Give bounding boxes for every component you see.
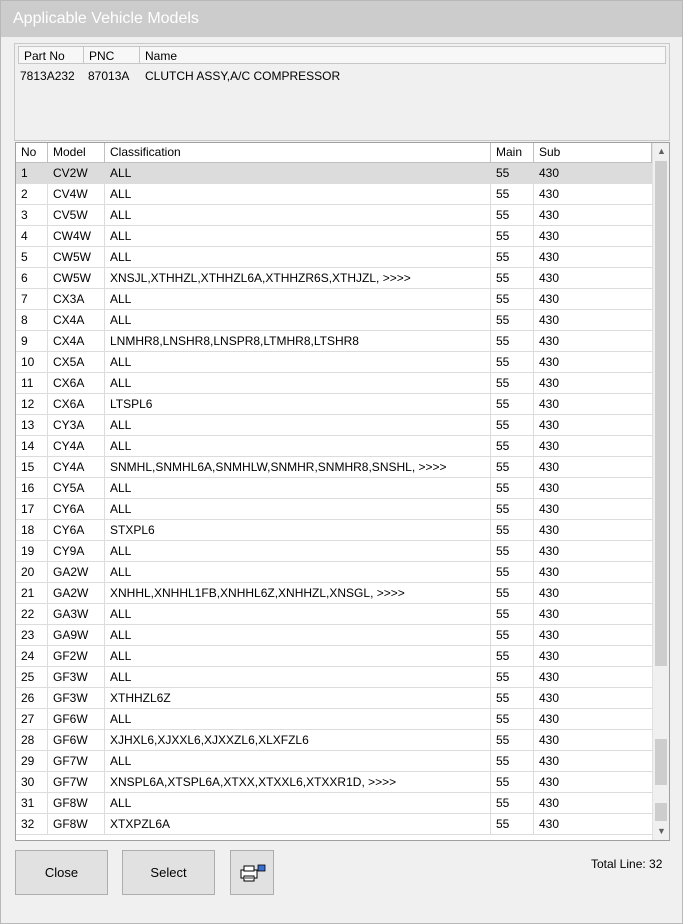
main-cell: 55 <box>491 373 534 393</box>
print-button[interactable] <box>230 850 274 895</box>
sub-cell: 430 <box>539 565 560 579</box>
title-bar[interactable] <box>1 1 682 37</box>
classification-cell: ALL <box>105 289 491 309</box>
classification-cell: ALL <box>105 247 491 267</box>
no-cell: 24 <box>16 646 48 666</box>
sub-cell: 430 <box>539 691 560 705</box>
model-cell: CX3A <box>48 289 105 309</box>
sub-cell: 430 <box>539 712 560 726</box>
main-cell: 55 <box>491 667 534 687</box>
main-cell: 55 <box>491 730 534 750</box>
model-cell: CX5A <box>48 352 105 372</box>
model-cell: CX6A <box>48 373 105 393</box>
main-cell: 55 <box>491 499 534 519</box>
model-cell: CY6A <box>48 520 105 540</box>
classification-cell: XNSPL6A,XTSPL6A,XTXX,XTXXL6,XTXXR1D, >>>> <box>105 772 491 792</box>
no-cell: 19 <box>16 541 48 561</box>
table-row[interactable] <box>16 646 652 667</box>
model-cell: GF6W <box>48 730 105 750</box>
no-cell: 17 <box>16 499 48 519</box>
table-row[interactable] <box>16 394 652 415</box>
no-cell: 30 <box>16 772 48 792</box>
no-cell: 23 <box>16 625 48 645</box>
main-cell: 55 <box>491 436 534 456</box>
main-cell: 55 <box>491 331 534 351</box>
classification-cell: ALL <box>105 562 491 582</box>
classification-cell: ALL <box>105 793 491 813</box>
model-cell: GF7W <box>48 751 105 771</box>
main-cell: 55 <box>491 457 534 477</box>
no-cell: 7 <box>16 289 48 309</box>
classification-cell: ALL <box>105 226 491 246</box>
model-cell: CW5W <box>48 268 105 288</box>
model-cell: CY4A <box>48 457 105 477</box>
no-cell: 11 <box>16 373 48 393</box>
scroll-down-icon[interactable]: ▼ <box>657 826 666 836</box>
no-cell: 31 <box>16 793 48 813</box>
vehicle-models-table <box>15 142 670 841</box>
model-cell: CV5W <box>48 205 105 225</box>
main-cell: 55 <box>491 583 534 603</box>
classification-cell: ALL <box>105 646 491 666</box>
no-cell: 12 <box>16 394 48 414</box>
sub-cell: 430 <box>539 187 560 201</box>
model-cell: CX4A <box>48 331 105 351</box>
main-cell: 55 <box>491 352 534 372</box>
table-row[interactable] <box>16 583 652 604</box>
name-value: CLUTCH ASSY,A/C COMPRESSOR <box>145 69 341 83</box>
table-row[interactable] <box>16 247 652 268</box>
classification-cell: ALL <box>105 625 491 645</box>
no-cell: 10 <box>16 352 48 372</box>
no-cell: 3 <box>16 205 48 225</box>
main-cell: 55 <box>491 604 534 624</box>
table-row[interactable] <box>16 331 652 352</box>
no-cell: 4 <box>16 226 48 246</box>
classification-cell: ALL <box>105 415 491 435</box>
classification-cell: XJHXL6,XJXXL6,XJXXZL6,XLXFZL6 <box>105 730 491 750</box>
main-column-header[interactable]: Main <box>491 143 534 162</box>
main-cell: 55 <box>491 520 534 540</box>
main-cell: 55 <box>491 688 534 708</box>
total-line-label: Total Line: 32 <box>591 857 663 871</box>
sub-cell: 430 <box>539 796 560 810</box>
sub-cell: 430 <box>539 313 560 327</box>
model-cell: GF6W <box>48 709 105 729</box>
table-row[interactable] <box>16 205 652 226</box>
part-no-header: Part No <box>24 49 65 63</box>
no-cell: 29 <box>16 751 48 771</box>
model-cell: GF7W <box>48 772 105 792</box>
no-cell: 32 <box>16 814 48 834</box>
main-cell: 55 <box>491 478 534 498</box>
main-cell: 55 <box>491 289 534 309</box>
no-cell: 21 <box>16 583 48 603</box>
sub-cell: 430 <box>539 397 560 411</box>
table-row[interactable] <box>16 163 652 184</box>
no-cell: 27 <box>16 709 48 729</box>
classification-cell: LNMHR8,LNSHR8,LNSPR8,LTMHR8,LTSHR8 <box>105 331 491 351</box>
main-cell: 55 <box>491 772 534 792</box>
classification-cell: XNHHL,XNHHL1FB,XNHHL6Z,XNHHZL,XNSGL, >>>> <box>105 583 491 603</box>
main-cell: 55 <box>491 793 534 813</box>
table-header <box>16 143 652 163</box>
model-column-header[interactable]: Model <box>48 143 105 162</box>
classification-column-header[interactable]: Classification <box>105 143 491 162</box>
classification-cell: ALL <box>105 709 491 729</box>
sub-cell: 430 <box>539 733 560 747</box>
classification-cell: ALL <box>105 373 491 393</box>
sub-cell: 430 <box>539 481 560 495</box>
model-cell: CY6A <box>48 499 105 519</box>
classification-cell: ALL <box>105 352 491 372</box>
sub-cell: 430 <box>539 208 560 222</box>
classification-cell: ALL <box>105 751 491 771</box>
table-row[interactable] <box>16 457 652 478</box>
no-cell: 15 <box>16 457 48 477</box>
table-row[interactable] <box>16 226 652 247</box>
sub-cell: 430 <box>539 649 560 663</box>
model-cell: CW5W <box>48 247 105 267</box>
table-row[interactable] <box>16 184 652 205</box>
model-cell: GA9W <box>48 625 105 645</box>
part-no-value: 7813A232 <box>20 69 75 83</box>
model-cell: CX4A <box>48 310 105 330</box>
model-cell: GF8W <box>48 793 105 813</box>
no-cell: 16 <box>16 478 48 498</box>
model-cell: GF3W <box>48 688 105 708</box>
table-row[interactable] <box>16 625 652 646</box>
table-row[interactable] <box>16 310 652 331</box>
sub-cell: 430 <box>539 817 560 831</box>
sub-cell: 430 <box>539 502 560 516</box>
sub-cell: 430 <box>539 292 560 306</box>
classification-cell: ALL <box>105 499 491 519</box>
no-cell: 20 <box>16 562 48 582</box>
no-cell: 5 <box>16 247 48 267</box>
table-row[interactable] <box>16 499 652 520</box>
sub-cell: 430 <box>539 670 560 684</box>
main-cell: 55 <box>491 709 534 729</box>
main-cell: 55 <box>491 646 534 666</box>
scrollbar-track-segment[interactable] <box>655 739 667 785</box>
no-cell: 18 <box>16 520 48 540</box>
model-cell: CX6A <box>48 394 105 414</box>
sub-cell: 430 <box>539 439 560 453</box>
model-cell: CY3A <box>48 415 105 435</box>
table-row[interactable] <box>16 730 652 751</box>
sub-cell: 430 <box>539 544 560 558</box>
model-cell: CY4A <box>48 436 105 456</box>
table-row[interactable] <box>16 289 652 310</box>
main-cell: 55 <box>491 562 534 582</box>
vertical-scrollbar[interactable] <box>652 143 670 840</box>
sub-column-header[interactable]: Sub <box>534 143 652 162</box>
sub-cell: 430 <box>539 229 560 243</box>
no-cell: 8 <box>16 310 48 330</box>
sub-cell: 430 <box>539 607 560 621</box>
table-row[interactable] <box>16 709 652 730</box>
table-row[interactable] <box>16 436 652 457</box>
classification-cell: SNMHL,SNMHL6A,SNMHLW,SNMHR,SNMHR8,SNSHL, >>>> <box>105 457 491 477</box>
classification-cell: XNSJL,XTHHZL,XTHHZL6A,XTHHZR6S,XTHJZL, >>>> <box>105 268 491 288</box>
main-cell: 55 <box>491 226 534 246</box>
name-header: Name <box>145 49 178 63</box>
sub-cell: 430 <box>539 376 560 390</box>
window-title: Applicable Vehicle Models <box>13 10 199 27</box>
main-cell: 55 <box>491 268 534 288</box>
classification-cell: ALL <box>105 205 491 225</box>
main-cell: 55 <box>491 814 534 834</box>
no-cell: 28 <box>16 730 48 750</box>
table-row[interactable] <box>16 478 652 499</box>
classification-cell: ALL <box>105 163 491 183</box>
no-cell: 22 <box>16 604 48 624</box>
model-cell: CV4W <box>48 184 105 204</box>
sub-cell: 430 <box>539 775 560 789</box>
sub-cell: 430 <box>539 166 560 180</box>
table-row[interactable] <box>16 814 652 835</box>
sub-cell: 430 <box>539 334 560 348</box>
no-cell: 9 <box>16 331 48 351</box>
no-cell: 2 <box>16 184 48 204</box>
close-button[interactable]: Close <box>15 850 108 895</box>
model-cell: GF2W <box>48 646 105 666</box>
scrollbar-track-segment[interactable] <box>655 803 667 821</box>
no-cell: 6 <box>16 268 48 288</box>
classification-cell: LTSPL6 <box>105 394 491 414</box>
main-cell: 55 <box>491 541 534 561</box>
model-cell: GA2W <box>48 562 105 582</box>
model-cell: CY5A <box>48 478 105 498</box>
model-cell: CV2W <box>48 163 105 183</box>
classification-cell: ALL <box>105 310 491 330</box>
sub-cell: 430 <box>539 523 560 537</box>
main-cell: 55 <box>491 205 534 225</box>
table-row[interactable] <box>16 268 652 289</box>
table-row[interactable] <box>16 541 652 562</box>
sub-cell: 430 <box>539 355 560 369</box>
sub-cell: 430 <box>539 418 560 432</box>
table-row[interactable] <box>16 373 652 394</box>
table-row[interactable] <box>16 520 652 541</box>
scroll-up-icon[interactable]: ▲ <box>657 146 666 156</box>
model-cell: GF3W <box>48 667 105 687</box>
main-cell: 55 <box>491 415 534 435</box>
model-cell: GF8W <box>48 814 105 834</box>
no-cell: 13 <box>16 415 48 435</box>
classification-cell: STXPL6 <box>105 520 491 540</box>
select-button[interactable]: Select <box>122 850 215 895</box>
no-cell: 25 <box>16 667 48 687</box>
pnc-header: PNC <box>89 49 115 63</box>
printer-icon <box>237 863 267 883</box>
table-row[interactable] <box>16 562 652 583</box>
main-cell: 55 <box>491 247 534 267</box>
model-cell: CW4W <box>48 226 105 246</box>
table-row[interactable] <box>16 667 652 688</box>
table-row[interactable] <box>16 604 652 625</box>
classification-cell: ALL <box>105 667 491 687</box>
no-cell: 26 <box>16 688 48 708</box>
scrollbar-thumb[interactable] <box>655 161 667 666</box>
no-column-header[interactable]: No <box>16 143 48 162</box>
sub-cell: 430 <box>539 250 560 264</box>
model-cell: GA3W <box>48 604 105 624</box>
classification-cell: XTHHZL6Z <box>105 688 491 708</box>
sub-cell: 430 <box>539 586 560 600</box>
classification-cell: ALL <box>105 184 491 204</box>
sub-cell: 430 <box>539 628 560 642</box>
model-cell: CY9A <box>48 541 105 561</box>
sub-cell: 430 <box>539 754 560 768</box>
main-cell: 55 <box>491 163 534 183</box>
table-row[interactable] <box>16 751 652 772</box>
classification-cell: ALL <box>105 541 491 561</box>
table-row[interactable] <box>16 415 652 436</box>
main-cell: 55 <box>491 394 534 414</box>
classification-cell: XTXPZL6A <box>105 814 491 834</box>
part-info-panel <box>14 43 670 141</box>
classification-cell: ALL <box>105 604 491 624</box>
main-cell: 55 <box>491 184 534 204</box>
table-row[interactable] <box>16 352 652 373</box>
table-row[interactable] <box>16 793 652 814</box>
table-row[interactable] <box>16 772 652 793</box>
table-body <box>16 163 652 835</box>
sub-cell: 430 <box>539 460 560 474</box>
main-cell: 55 <box>491 310 534 330</box>
sub-cell: 430 <box>539 271 560 285</box>
no-cell: 1 <box>16 163 48 183</box>
main-cell: 55 <box>491 751 534 771</box>
part-info-header <box>18 46 666 64</box>
pnc-value: 87013A <box>88 69 130 83</box>
classification-cell: ALL <box>105 436 491 456</box>
no-cell: 14 <box>16 436 48 456</box>
classification-cell: ALL <box>105 478 491 498</box>
main-cell: 55 <box>491 625 534 645</box>
table-row[interactable] <box>16 688 652 709</box>
model-cell: GA2W <box>48 583 105 603</box>
